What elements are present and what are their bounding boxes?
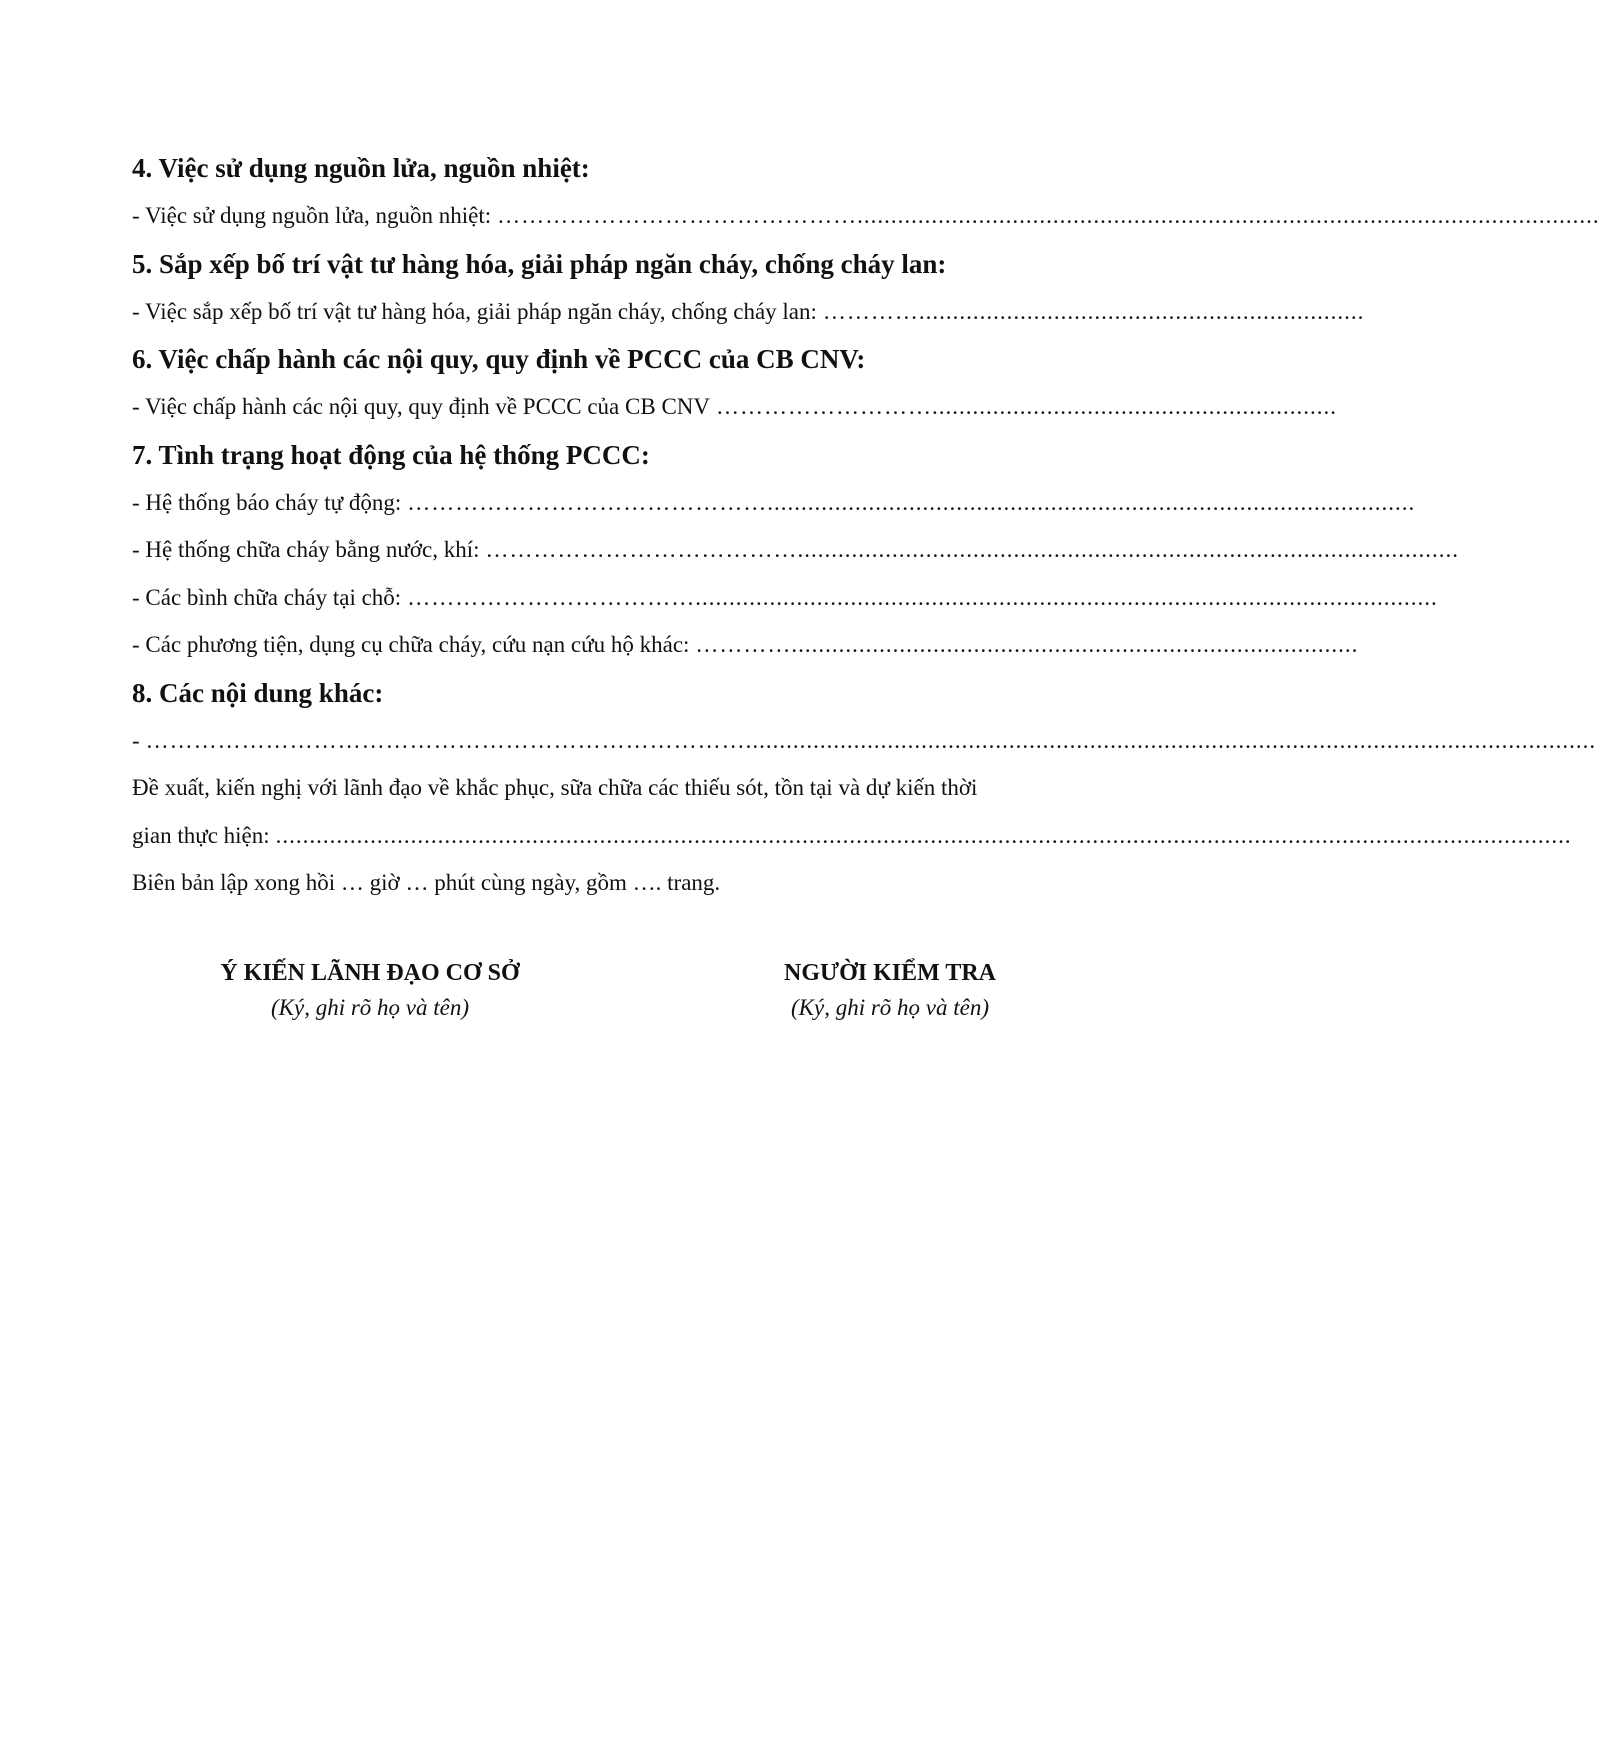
fill-line <box>132 479 1416 527</box>
fill-line-label: - <box>132 727 140 753</box>
fill-line-dots: ………….................................................................. <box>822 298 1365 324</box>
proposal-text: Đề xuất, kiến nghị với lãnh đạo về khắc phục, sữa chữa các thiếu sót, tồn tại và dự kiến thời <box>132 775 978 800</box>
fill-line <box>132 526 1459 574</box>
section-heading: 5. Sắp xếp bố trí vật tư hàng hóa, giải pháp ngăn cháy, chống cháy lan: <box>132 248 947 279</box>
fill-line-dots: ………………………………….................................................................................................. <box>485 537 1459 562</box>
signature-title: Ý KIẾN LÃNH ĐẠO CƠ SỞ <box>220 960 520 986</box>
proposal-fill-line <box>132 812 1572 860</box>
fill-line <box>132 574 1438 622</box>
fill-line <box>132 288 1365 336</box>
fill-line-label: - Việc chấp hành các nội quy, quy định về PCCC của CB CNV <box>132 394 710 419</box>
fill-line-label: - Các bình chữa cháy tại chỗ: <box>132 584 402 610</box>
proposal-fill-dots: ................................................................................................................................................................................................ <box>275 822 1572 848</box>
section-heading: 8. Các nội dung khác: <box>132 677 384 708</box>
fill-line-label: - Hệ thống báo cháy tự động: <box>132 489 402 515</box>
fill-line <box>132 621 1359 669</box>
fill-line-dots: ……………………………………….............................................................................................................. <box>497 203 1600 228</box>
proposal-fill-label: gian thực hiện: <box>132 822 270 848</box>
signature-note: (Ký, ghi rõ họ và tên) <box>270 995 469 1020</box>
signature-block-inspector <box>710 955 1070 1025</box>
section-heading: 7. Tình trạng hoạt động của hệ thống PCCC: <box>132 439 650 470</box>
fill-line-label: - Các phương tiện, dụng cụ chữa cháy, cứu nạn cứu hộ khác: <box>132 632 690 657</box>
section-heading: 4. Việc sử dụng nguồn lửa, nguồn nhiệt: <box>132 153 590 183</box>
fill-line-dots: ………………………............................................................ <box>716 394 1337 419</box>
fill-line-label: - Việc sắp xếp bố trí vật tư hàng hóa, giải pháp ngăn cháy, chống cháy lan: <box>132 298 817 324</box>
fill-line <box>132 717 1597 765</box>
fill-line-dots: ………………………………………................................................................................................ <box>407 489 1416 515</box>
fill-line-label: - Hệ thống chữa cháy bằng nước, khí: <box>132 537 480 562</box>
fill-line-dots: ………………………………………………………………….............................................................................................................................. <box>145 727 1597 753</box>
closing-statement: Biên bản lập xong hồi … giờ … phút cùng ngày, gồm …. trang. <box>132 870 721 895</box>
section-heading: 6. Việc chấp hành các nội quy, quy định về PCCC của CB CNV: <box>132 344 866 374</box>
fill-line-dots: ……………………………….............................................................................................................. <box>407 584 1438 610</box>
fill-line <box>132 383 1337 431</box>
signature-title: NGƯỜI KIỂM TRA <box>783 960 996 986</box>
signature-note: (Ký, ghi rõ họ và tên) <box>790 995 989 1020</box>
fill-line-dots: ………….................................................................................... <box>695 632 1359 657</box>
fill-line-label: - Việc sử dụng nguồn lửa, nguồn nhiệt: <box>132 203 492 228</box>
document-body <box>132 144 1600 907</box>
signature-block-leader <box>170 955 570 1025</box>
fill-line <box>132 192 1600 240</box>
